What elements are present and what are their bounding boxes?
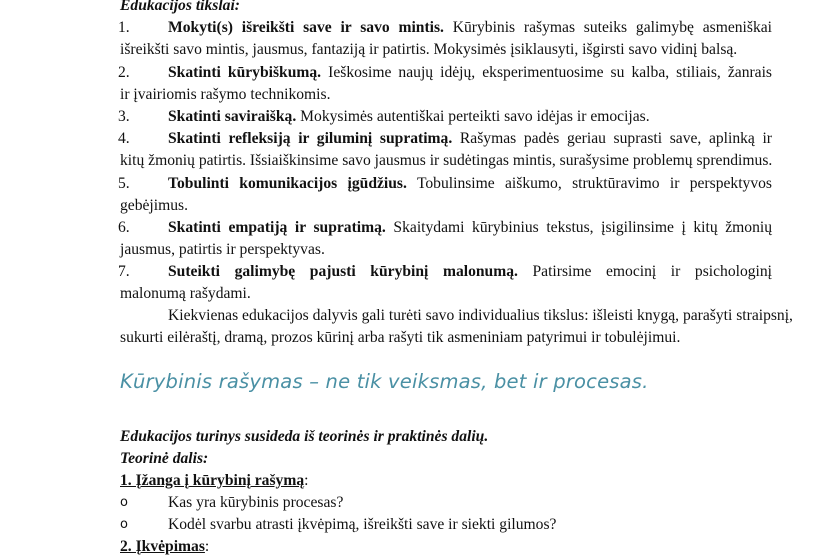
goals-section-title-line <box>0 0 820 17</box>
goal-7-title: Suteikti galimybę pajusti kūrybinį malonumą. <box>168 263 518 280</box>
closing-text-1: Kiekvienas edukacijos dalyvis gali turėti savo individualius tikslus: išleisti knygą, parašyti straipsnį, <box>168 307 793 324</box>
goal-4-line-1 <box>0 128 820 150</box>
goal-1-line-2 <box>0 39 820 61</box>
content-intro-line <box>0 426 820 448</box>
goal-2-title: Skatinti kūrybiškumą. <box>168 64 322 81</box>
item-1-bullet-1: Kas yra kūrybinis procesas? <box>168 494 344 511</box>
goal-6-number: 6. <box>118 219 130 236</box>
item-1-colon: : <box>304 472 309 489</box>
goal-5-line-1 <box>0 173 820 195</box>
item-1-title-line <box>0 470 820 492</box>
goal-3-desc-1: Mokysimės autentiškai perteikti savo idėjas ir emocijas. <box>300 108 650 125</box>
item-2-colon: : <box>204 538 210 555</box>
goal-7-text-line-1 <box>168 261 772 283</box>
goal-1-text-line-1 <box>168 17 772 39</box>
item-2-title: 2. Įkvėpimas <box>120 538 205 555</box>
item-2-title-wrap <box>120 536 209 558</box>
goal-4-line-2 <box>0 150 820 172</box>
closing-line-2 <box>0 327 820 349</box>
goal-1-title: Mokyti(s) išreikšti save ir savo mintis. <box>168 19 444 36</box>
goal-3-number: 3. <box>118 108 130 125</box>
goal-2-line-2 <box>0 84 820 106</box>
goal-2-line-1 <box>0 62 820 84</box>
goal-2-desc-1: Ieškosime naujų idėjų, eksperimentuosime su kalba, stiliais, žanrais <box>328 64 773 81</box>
goal-5-desc-1: Tobulinsime aiškumo, struktūravimo ir perspektyvos <box>416 175 773 192</box>
goal-4-title: Skatinti refleksiją ir giluminį supratimą. <box>168 130 453 147</box>
bullet-marker-2: o <box>120 517 128 532</box>
content-intro: Edukacijos turinys susideda iš teorinės ir praktinės dalių. <box>120 428 489 445</box>
goal-4-number: 4. <box>118 130 130 147</box>
closing-line-1 <box>0 305 820 327</box>
item-1-bullet-2-line <box>0 514 820 536</box>
goal-5-number: 5. <box>118 175 130 192</box>
goal-3-text-line-1 <box>168 106 650 128</box>
goals-section-title: Edukacijos tikslai: <box>120 0 240 14</box>
bullet-marker-1: o <box>120 495 128 510</box>
goal-4-desc-2: kitų žmonių patirtis. Išsiaiškinsime savo jausmus ir sudėtingas mintis, surašysime problemų sprendimus. <box>120 152 773 169</box>
goal-1-desc-2: išreikšti savo mintis, jausmus, fantaziją ir patirtis. Mokysimės įsiklausyti, išgirsti savo vidinį balsą. <box>120 41 738 58</box>
goal-5-title: Tobulinti komunikacijos įgūdžius. <box>168 175 407 192</box>
goal-1-desc-1: Kūrybinis rašymas suteiks galimybę asmeniškai <box>452 19 772 36</box>
goal-7-desc-2: malonumą rašydami. <box>120 285 251 302</box>
goal-6-text-line-1 <box>168 217 772 239</box>
item-1-bullet-1-line <box>0 492 820 514</box>
item-1-title-wrap <box>120 470 308 492</box>
theory-label: Teorinė dalis: <box>120 450 209 467</box>
goal-7-line-1 <box>0 261 820 283</box>
goal-2-number: 2. <box>118 64 130 81</box>
goal-7-line-2 <box>0 283 820 305</box>
item-2-title-line <box>0 536 820 558</box>
item-1-bullet-2: Kodėl svarbu atrasti įkvėpimą, išreikšti save ir siekti gilumos? <box>168 516 557 533</box>
goal-6-desc-2: jausmus, patirtis ir perspektyvas. <box>120 241 325 258</box>
goal-5-text-line-1 <box>168 173 772 195</box>
goal-5-line-2 <box>0 195 820 217</box>
goal-6-title: Skatinti empatiją ir supratimą. <box>168 219 386 236</box>
goal-2-text-line-1 <box>168 62 772 84</box>
goal-6-desc-1: Skaitydami kūrybinius tekstus, įsigilinsime į kitų žmonių <box>393 219 772 236</box>
item-1-title: 1. Įžanga į kūrybinį rašymą <box>120 472 305 489</box>
goal-6-line-1 <box>0 217 820 239</box>
goal-1-number: 1. <box>118 19 130 36</box>
goal-2-desc-2: ir įvairiomis rašymo technikomis. <box>120 86 331 103</box>
goal-7-desc-1: Patirsime emocinį ir psichologinį <box>532 263 772 280</box>
theory-label-line <box>0 448 820 470</box>
goal-3-title: Skatinti saviraišką. <box>168 108 297 125</box>
goal-4-text-line-1 <box>168 128 772 150</box>
process-heading: Kūrybinis rašymas – ne tik veiksmas, bet ir procesas. <box>120 370 649 393</box>
goal-1-line-1 <box>0 17 820 39</box>
goal-7-number: 7. <box>118 263 130 280</box>
goal-5-desc-2: gebėjimus. <box>120 197 188 214</box>
closing-text-2: sukurti eilėraštį, dramą, prozos kūrinį arba rašyti tik asmeniniam patyrimui ir tobulėjimui. <box>120 329 681 346</box>
goal-6-line-2 <box>0 239 820 261</box>
goal-3-line-1 <box>0 106 820 128</box>
goal-4-desc-1: Rašymas padės geriau suprasti save, aplinką ir <box>459 130 772 147</box>
